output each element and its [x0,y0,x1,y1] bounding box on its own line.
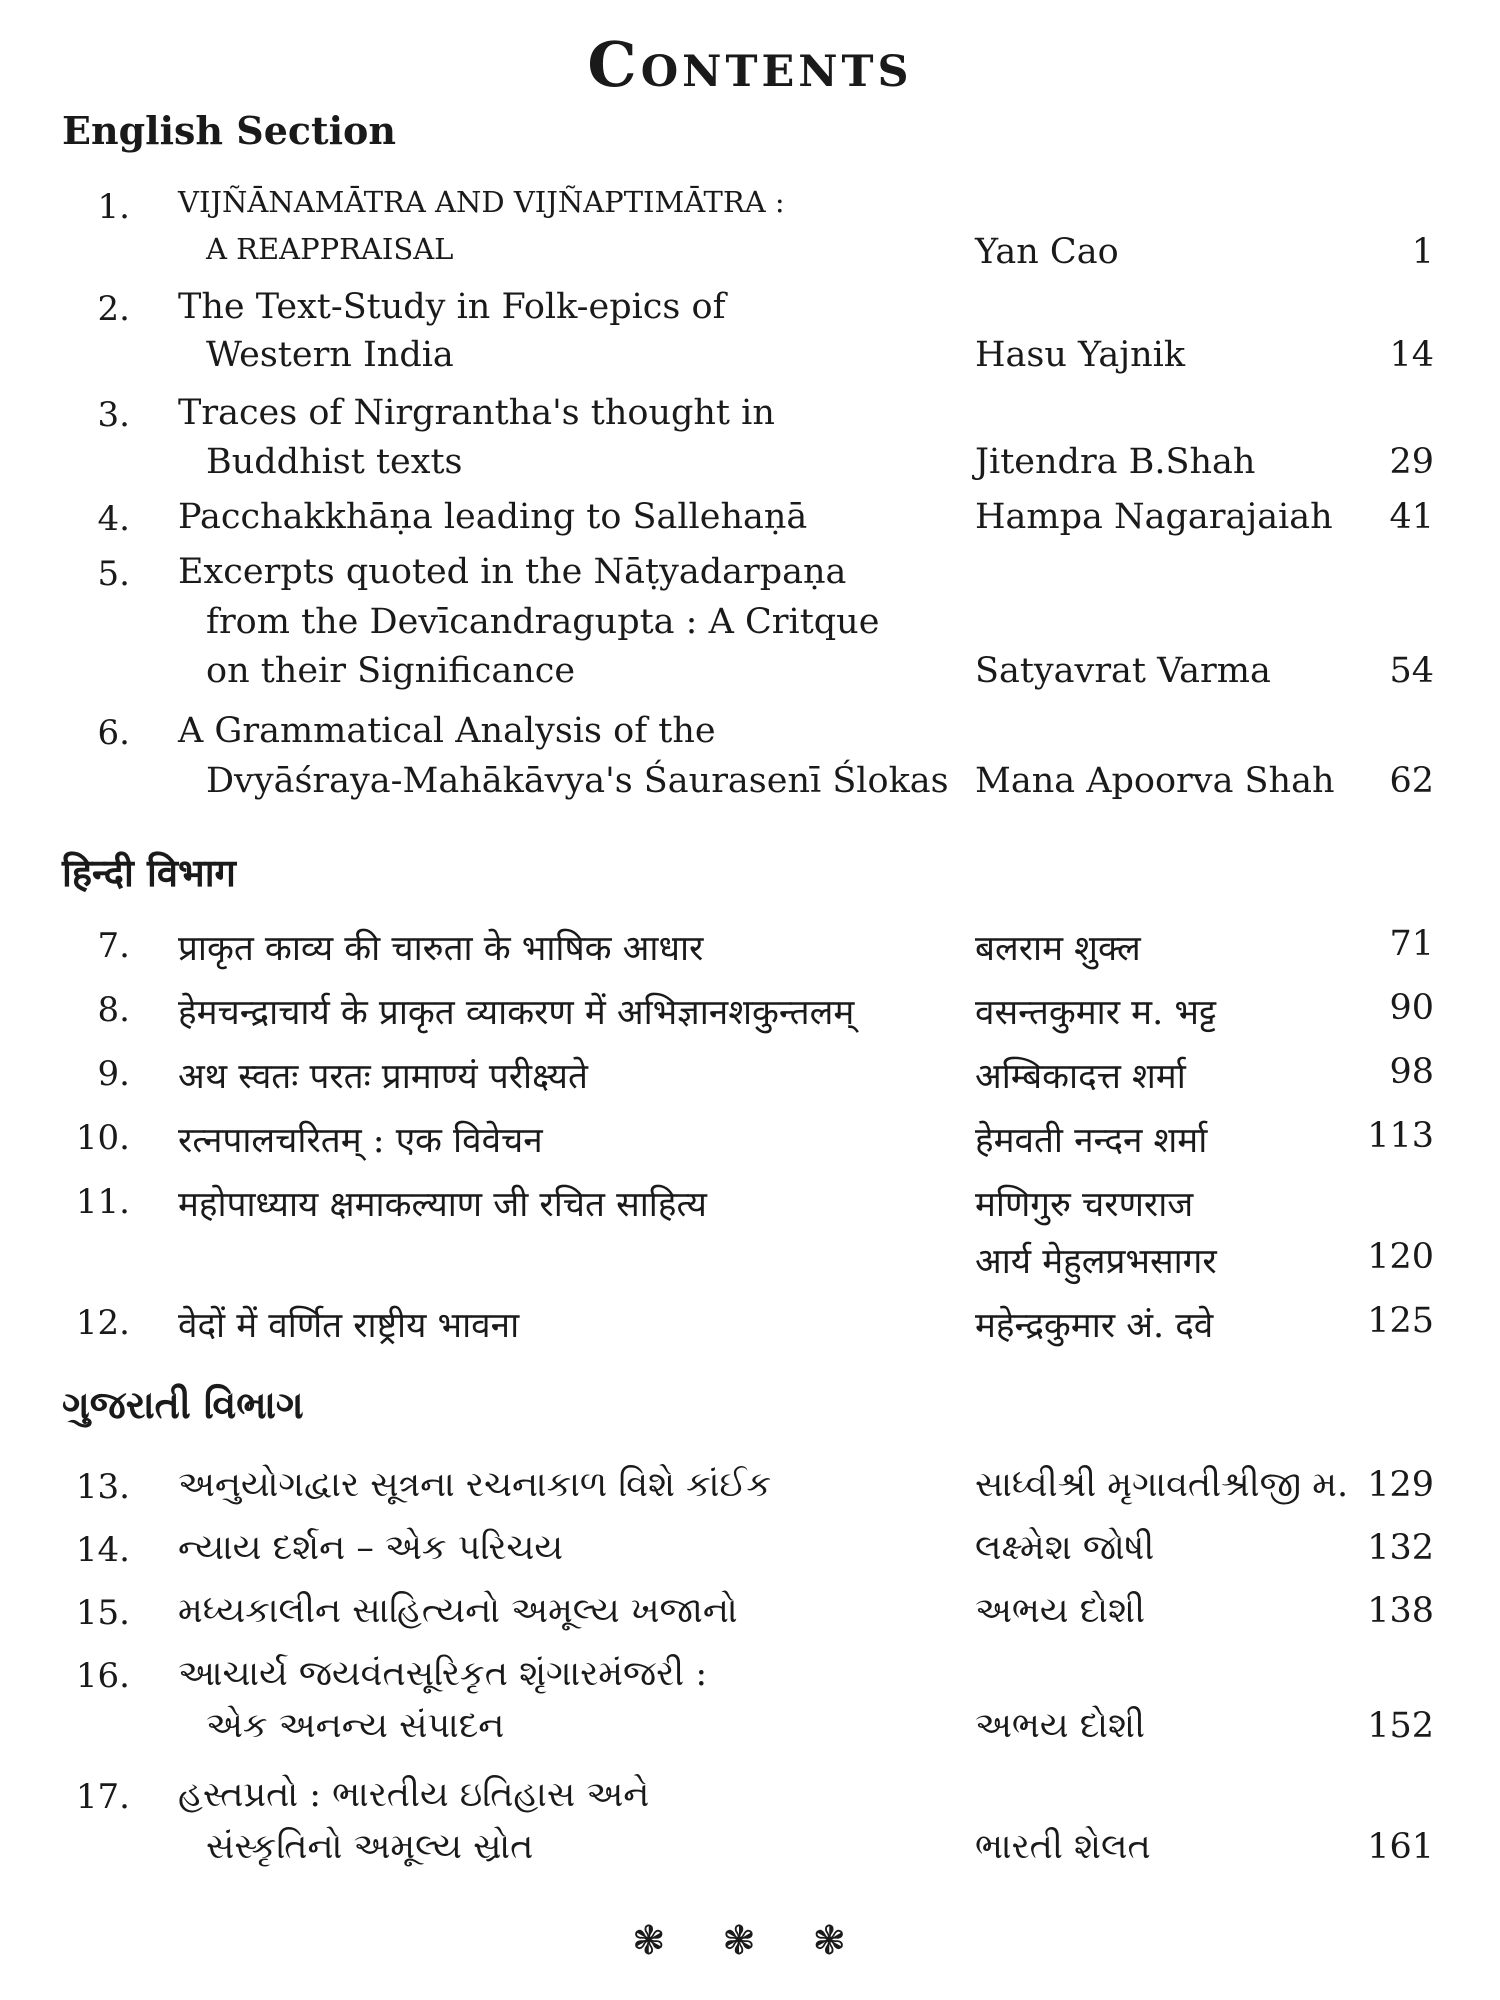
entry-author: Hampa Nagarajaiah [975,497,1333,537]
entry-author: बलराम शुक्ल [975,929,1141,969]
entry-author: अम्बिकादत्त शर्मा [975,1057,1186,1097]
section-heading-gujarati: ગુજરાતી વિભાગ [62,1382,304,1427]
entry-title-line: A REAPPRAISAL [206,232,454,266]
entry-page-number: 98 [1389,1052,1434,1092]
entry-page-number: 41 [1389,497,1434,537]
entry-number: 16. [75,1656,130,1696]
entry-title-line: from the Devīcandragupta : A Critque [206,602,880,642]
entry-author: અભય દોશી [975,1591,1146,1631]
entry-page-number: 161 [1367,1827,1434,1867]
entry-title-line: મધ્યકાલીન સાહિત્યનો અમૂલ્ય ખજાનો [178,1591,738,1631]
entry-page-number: 132 [1367,1528,1434,1568]
entry-title-line: ન્યાય દર્શન – એક પરિચય [178,1528,564,1568]
entry-number: 13. [75,1467,130,1507]
entry-title-line: Dvyāśraya-Mahākāvya's Śaurasenī Ślokas [206,761,949,801]
entry-title-line: Buddhist texts [206,442,463,482]
entry-title-line: रत्नपालचरितम् : एक विवेचन [178,1121,543,1161]
entry-title-line: અનુયોગદ્વાર સૂત્રના રચનાકાળ વિશે કાંઈક [178,1465,772,1505]
entry-page-number: 29 [1389,442,1434,482]
entry-page-number: 90 [1389,988,1434,1028]
entry-number: 9. [97,1054,130,1094]
section-heading-english: English Section [62,108,397,153]
entry-author: સાધ્વીશ્રી મૃગાવતીશ્રીજી મ. [975,1465,1349,1505]
entry-author: मणिगुरु चरणराज [975,1185,1194,1225]
entry-number: 3. [97,395,130,435]
entry-title-line: The Text-Study in Folk-epics of [178,287,726,327]
entry-title-line: महोपाध्याय क्षमाकल्याण जी रचित साहित्य [178,1185,707,1225]
entry-number: 1. [97,187,130,227]
section-heading-hindi: हिन्दी विभाग [62,850,236,895]
entry-title-line: Traces of Nirgrantha's thought in [178,393,775,433]
entry-number: 10. [75,1118,130,1158]
entry-number: 11. [75,1182,130,1222]
entry-page-number: 152 [1367,1706,1434,1746]
page-title: Contents [587,28,913,101]
entry-title-line: हेमचन्द्राचार्य के प्राकृत व्याकरण में अभिज्ञानशकुन्तलम् [178,993,855,1033]
entry-title-line: वेदों में वर्णित राष्ट्रीय भावना [178,1306,520,1346]
entry-page-number: 113 [1367,1116,1434,1156]
entry-number: 14. [75,1530,130,1570]
entry-title-line: प्राकृत काव्य की चारुता के भाषिक आधार [178,929,704,969]
entry-title-line: Excerpts quoted in the Nāṭyadarpaṇa [178,552,847,592]
entry-author: ભારતી શેલત [975,1827,1151,1867]
entry-title-line: હસ્તપ્રતો : ભારતીય ઇતિહાસ અને [178,1775,650,1815]
entry-page-number: 71 [1389,924,1434,964]
entry-number: 17. [75,1777,130,1817]
entry-title-line: Pacchakkhāṇa leading to Sallehaṇā [178,497,808,537]
entry-title-line: Western India [206,335,454,375]
entry-author: हेमवती नन्दन शर्मा [975,1121,1208,1161]
entry-number: 8. [97,990,130,1030]
entry-title-line: VIJÑĀNAMĀTRA AND VIJÑAPTIMĀTRA : [178,185,785,219]
ornament-divider: ❃ ❃ ❃ [632,1918,868,1964]
entry-page-number: 62 [1389,761,1434,801]
entry-page-number: 54 [1389,651,1434,691]
entry-author: Mana Apoorva Shah [975,761,1335,801]
entry-author: Satyavrat Varma [975,651,1271,691]
entry-title-line: A Grammatical Analysis of the [178,711,716,751]
entry-title-line: આચાર્ય જયવંતસૂરિકૃત શૃંગારમંજરી : [178,1654,708,1694]
entry-page-number: 14 [1389,335,1434,375]
entry-number: 12. [75,1303,130,1343]
entry-number: 7. [97,926,130,966]
entry-page-number: 129 [1367,1465,1434,1505]
entry-author: आर्य मेहुलप्रभसागर [975,1242,1217,1282]
entry-number: 4. [97,499,130,539]
entry-author: Yan Cao [975,232,1119,272]
entry-page-number: 1 [1411,232,1434,272]
entry-page-number: 120 [1367,1237,1434,1277]
entry-author: Jitendra B.Shah [975,442,1256,482]
entry-author: Hasu Yajnik [975,335,1186,375]
entry-title-line: on their Significance [206,651,576,691]
entry-author: वसन्तकुमार म. भट्ट [975,993,1217,1033]
entry-title-line: સંસ્કૃતિનો અમૂલ્ય સ્રોત [206,1827,534,1867]
entry-page-number: 138 [1367,1591,1434,1631]
entry-title-line: એક અનન્ય સંપાદન [206,1706,505,1746]
entry-number: 2. [97,289,130,329]
entry-page-number: 125 [1367,1301,1434,1341]
entry-author: અભય દોશી [975,1706,1146,1746]
entry-title-line: अथ स्वतः परतः प्रामाण्यं परीक्ष्यते [178,1057,588,1097]
entry-author: महेन्द्रकुमार अं. दवे [975,1306,1214,1346]
entry-number: 6. [97,713,130,753]
entry-number: 15. [75,1593,130,1633]
entry-number: 5. [97,554,130,594]
entry-author: લક્ષ્મેશ જોષી [975,1528,1155,1568]
